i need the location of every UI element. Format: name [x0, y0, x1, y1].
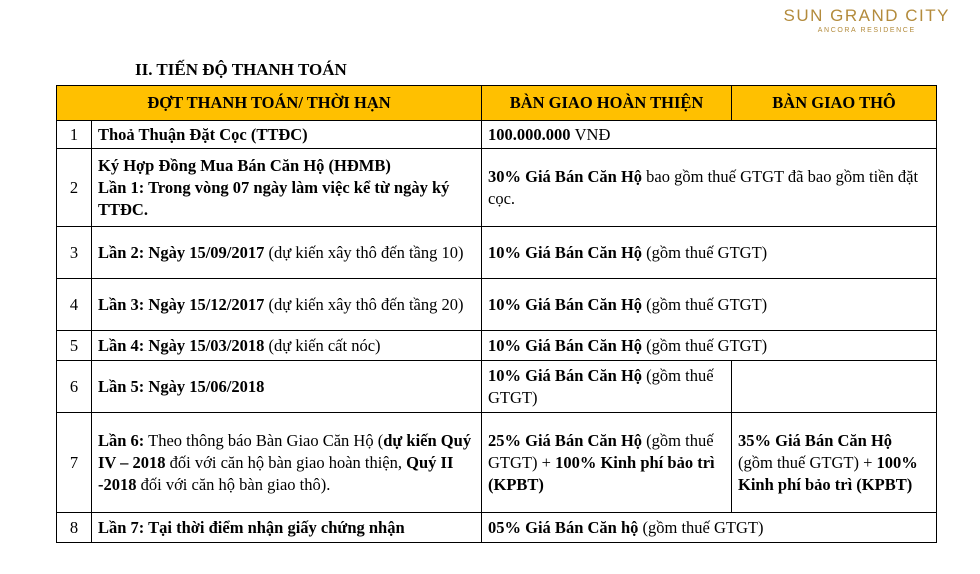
payment-term-cell: Lần 5: Ngày 15/06/2018 — [92, 361, 482, 413]
payment-schedule-table — [56, 85, 937, 543]
payment-term-cell: Lần 2: Ngày 15/09/2017 (dự kiến xây thô đến tầng 10) — [92, 227, 482, 279]
row-number: 3 — [57, 227, 92, 279]
row-number: 4 — [57, 279, 92, 331]
payment-term-cell: Ký Hợp Đồng Mua Bán Căn Hộ (HĐMB) Lần 1: Trong vòng 07 ngày làm việc kể từ ngày ký TTĐC. — [92, 149, 482, 227]
payment-term-cell: Lần 7: Tại thời điểm nhận giấy chứng nhận — [92, 513, 482, 543]
payment-amount-cell: 10% Giá Bán Căn Hộ (gồm thuế GTGT) — [482, 279, 937, 331]
table-row — [57, 413, 937, 513]
finished-handover-cell: 25% Giá Bán Căn Hộ (gồm thuế GTGT) + 100% Kinh phí bảo trì (KPBT) — [482, 413, 732, 513]
payment-term-cell: Lần 3: Ngày 15/12/2017 (dự kiến xây thô đến tầng 20) — [92, 279, 482, 331]
table-header-row — [57, 86, 937, 121]
payment-amount-cell: 10% Giá Bán Căn Hộ (gồm thuế GTGT) — [482, 227, 937, 279]
finished-handover-cell: 10% Giá Bán Căn Hộ (gồm thuế GTGT) — [482, 361, 732, 413]
header-finished-handover: BÀN GIAO HOÀN THIỆN — [482, 86, 732, 121]
payment-term-cell: Thoả Thuận Đặt Cọc (TTĐC) — [92, 121, 482, 149]
payment-amount-cell: 30% Giá Bán Căn Hộ bao gồm thuế GTGT đã bao gồm tiền đặt cọc. — [482, 149, 937, 227]
brand-logo — [784, 6, 950, 34]
table-row — [57, 279, 937, 331]
row-number: 8 — [57, 513, 92, 543]
payment-amount-cell: 05% Giá Bán Căn hộ (gồm thuế GTGT) — [482, 513, 937, 543]
table-row — [57, 331, 937, 361]
row-number: 6 — [57, 361, 92, 413]
header-raw-handover: BÀN GIAO THÔ — [732, 86, 937, 121]
table-row — [57, 361, 937, 413]
table-row — [57, 149, 937, 227]
payment-amount-cell: 10% Giá Bán Căn Hộ (gồm thuế GTGT) — [482, 331, 937, 361]
payment-amount-cell: 100.000.000 VNĐ — [482, 121, 937, 149]
raw-handover-cell: 35% Giá Bán Căn Hộ (gồm thuế GTGT) + 100% Kinh phí bảo trì (KPBT) — [732, 413, 937, 513]
section-title: II. TIẾN ĐỘ THANH TOÁN — [135, 60, 347, 79]
logo-main-text: SUN GRAND CITY — [783, 6, 950, 25]
payment-term-cell: Lần 4: Ngày 15/03/2018 (dự kiến cất nóc) — [92, 331, 482, 361]
row-number: 2 — [57, 149, 92, 227]
logo-sub-text: ANCORA RESIDENCE — [817, 27, 916, 34]
payment-term-cell: Lần 6: Theo thông báo Bàn Giao Căn Hộ (dự kiến Quý IV – 2018 đối với căn hộ bàn giao hoàn thiện, Quý II -2018 đối với căn hộ bàn giao thô). — [92, 413, 482, 513]
row-number: 1 — [57, 121, 92, 149]
raw-handover-cell — [732, 361, 937, 413]
table-row — [57, 227, 937, 279]
table-row — [57, 513, 937, 543]
row-number: 5 — [57, 331, 92, 361]
table-row — [57, 121, 937, 149]
header-payment-term: ĐỢT THANH TOÁN/ THỜI HẠN — [57, 86, 482, 121]
row-number: 7 — [57, 413, 92, 513]
